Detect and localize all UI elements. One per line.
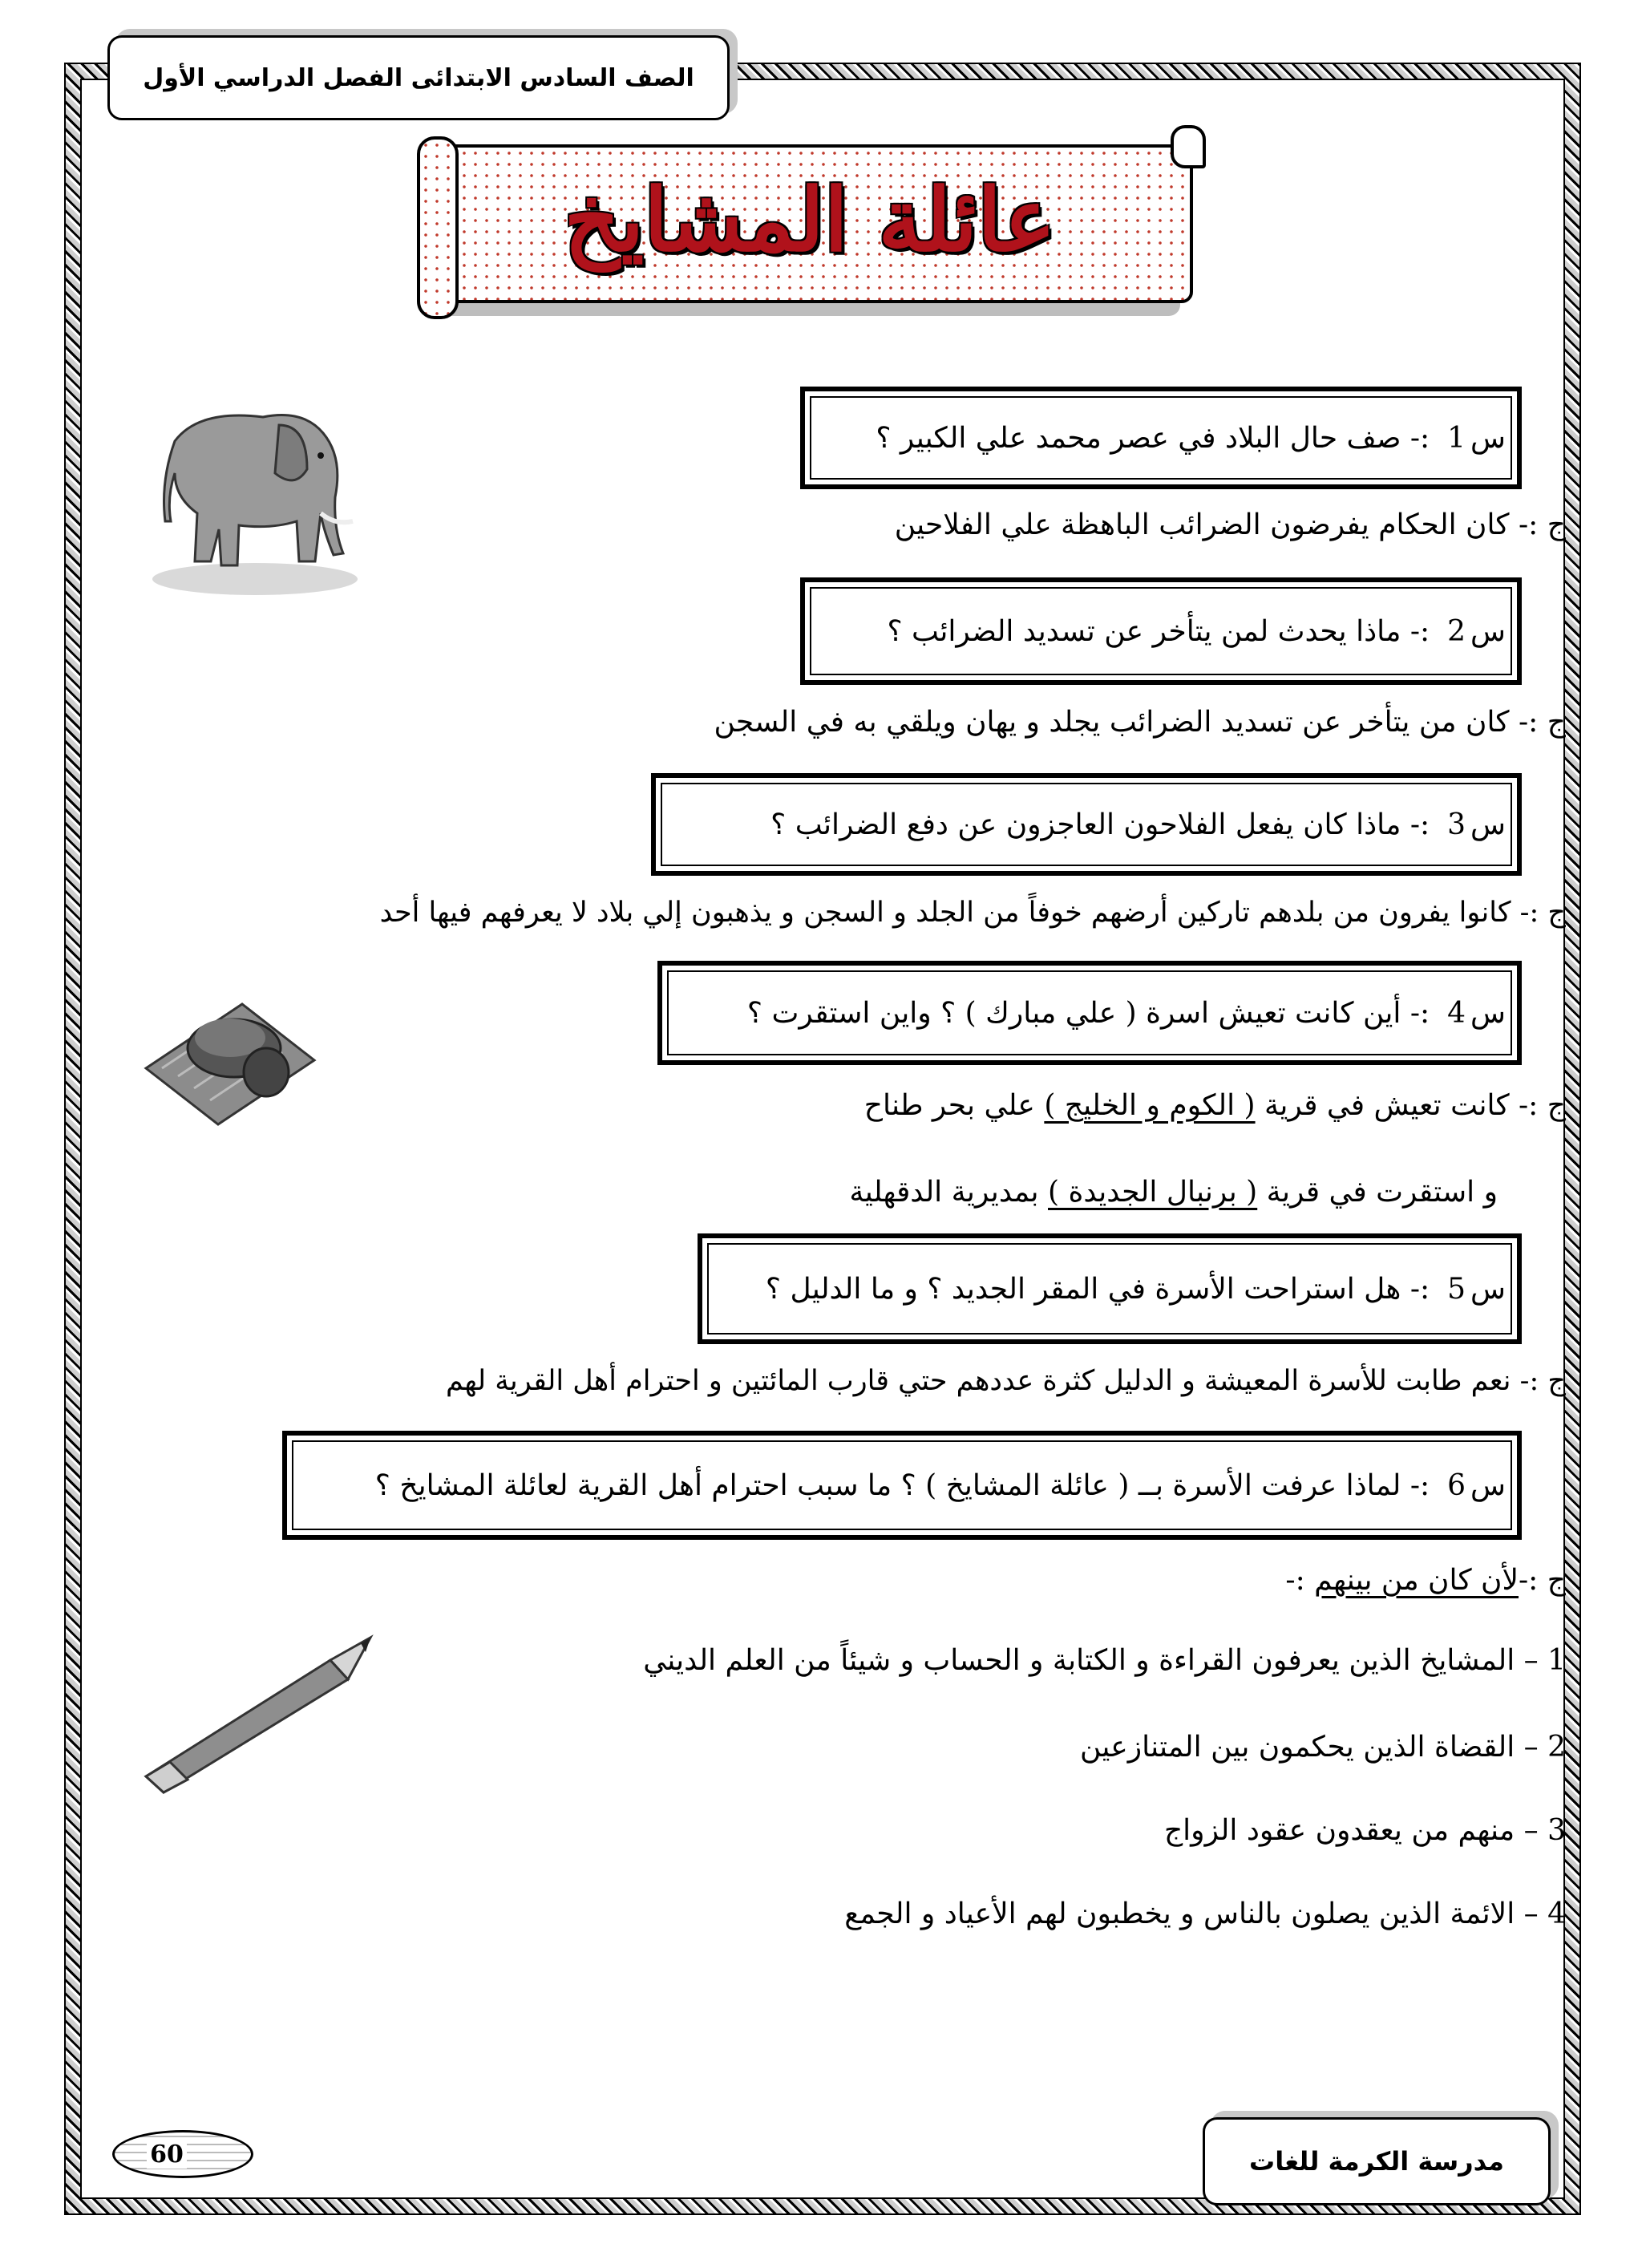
question-text: :- أين كانت تعيش اسرة ( علي مبارك ) ؟ واين استقرت ؟ [746,996,1430,1030]
question-prefix: س [1470,1468,1506,1502]
question-prefix: س [1470,996,1506,1030]
question-number: 1 [1447,421,1466,455]
question-prefix: س [1470,1272,1506,1306]
list-item: 3 – منهم من يعقدون عقود الزواج [1163,1814,1566,1847]
answer-text: و استقرت في قرية [1266,1176,1498,1209]
school-name: مدرسة الكرمة للغات [1203,2117,1551,2205]
question-box-4 [657,961,1522,1065]
list-item: 2 – القضاة الذين يحكمون بين المتنازعين [1080,1731,1566,1764]
pencil-icon [138,1628,378,1796]
page-title: عائلة المشايخ [564,170,1056,271]
header-label: الصف السادس الابتدائى الفصل الدراسي الأول [107,35,730,120]
answer-6 [1285,1564,1566,1597]
elephant-icon [143,393,367,601]
list-item: 1 – المشايخ الذين يعرفون القراءة و الكتابة و الحساب و شيئاً من العلم الديني [643,1644,1566,1677]
answer-underlined: ( برنبال الجديدة ) [1048,1176,1258,1209]
answer-4-line-1 [864,1089,1566,1122]
question-number: 5 [1447,1272,1466,1306]
answer-text: علي بحر طناح [863,1089,1035,1122]
question-text: :- هل استراحت الأسرة في المقر الجديد ؟ و ما الدليل ؟ [765,1272,1430,1306]
answer-text: ج :- [1519,1564,1566,1597]
question-prefix: س [1470,808,1506,841]
answer-text: :- [1285,1564,1305,1597]
question-text: :- لماذا عرفت الأسرة بــ ( عائلة المشايخ ) ؟ ما سبب احترام أهل القرية لعائلة المشايخ ؟ [374,1468,1430,1502]
question-text: :- ماذا يحدث لمن يتأخر عن تسديد الضرائب ؟ [887,614,1430,648]
answer-3: ج :- كانوا يفرون من بلدهم تاركين أرضهم خوفاً من الجلد و السجن و يذهبون إلي بلاد لا يعرفهم فيها أحد [379,897,1566,929]
question-number: 4 [1447,996,1466,1030]
answer-1: ج :- كان الحكام يفرضون الضرائب الباهظة علي الفلاحين [894,508,1566,541]
answer-text: ج :- كانت تعيش في قرية [1264,1089,1566,1122]
answer-5: ج :- نعم طابت للأسرة المعيشة و الدليل كثرة عددهم حتي قارب المائتين و احترام أهل القرية لهم [446,1365,1566,1397]
list-item: 4 – الائمة الذين يصلون بالناس و يخطبون لهم الأعياد و الجمع [844,1897,1566,1930]
question-number: 3 [1447,808,1466,841]
question-number: 2 [1447,614,1466,648]
hat-icon [138,972,322,1132]
banner-scroll-right [1171,125,1206,168]
question-number: 6 [1447,1468,1466,1502]
answer-4-line-2 [849,1176,1498,1209]
question-prefix: س [1470,421,1506,455]
answer-text: بمديرية الدقهلية [849,1176,1039,1209]
page-number: 60 [112,2130,253,2178]
question-box-1 [800,387,1522,489]
question-text: :- ماذا كان يفعل الفلاحون العاجزون عن دفع الضرائب ؟ [770,808,1430,841]
question-box-5 [698,1233,1522,1344]
question-prefix: س [1470,614,1506,648]
answer-underlined: لأن كان من بينهم [1314,1564,1519,1597]
question-box-3 [651,773,1522,876]
question-box-2 [800,577,1522,685]
question-text: :- صف حال البلاد في عصر محمد علي الكبير ؟ [876,421,1430,455]
answer-underlined: ( الكوم و الخليج ) [1044,1089,1256,1122]
answer-2: ج :- كان من يتأخر عن تسديد الضرائب يجلد و يهان ويلقي به في السجن [714,706,1566,739]
question-box-6 [282,1431,1522,1540]
